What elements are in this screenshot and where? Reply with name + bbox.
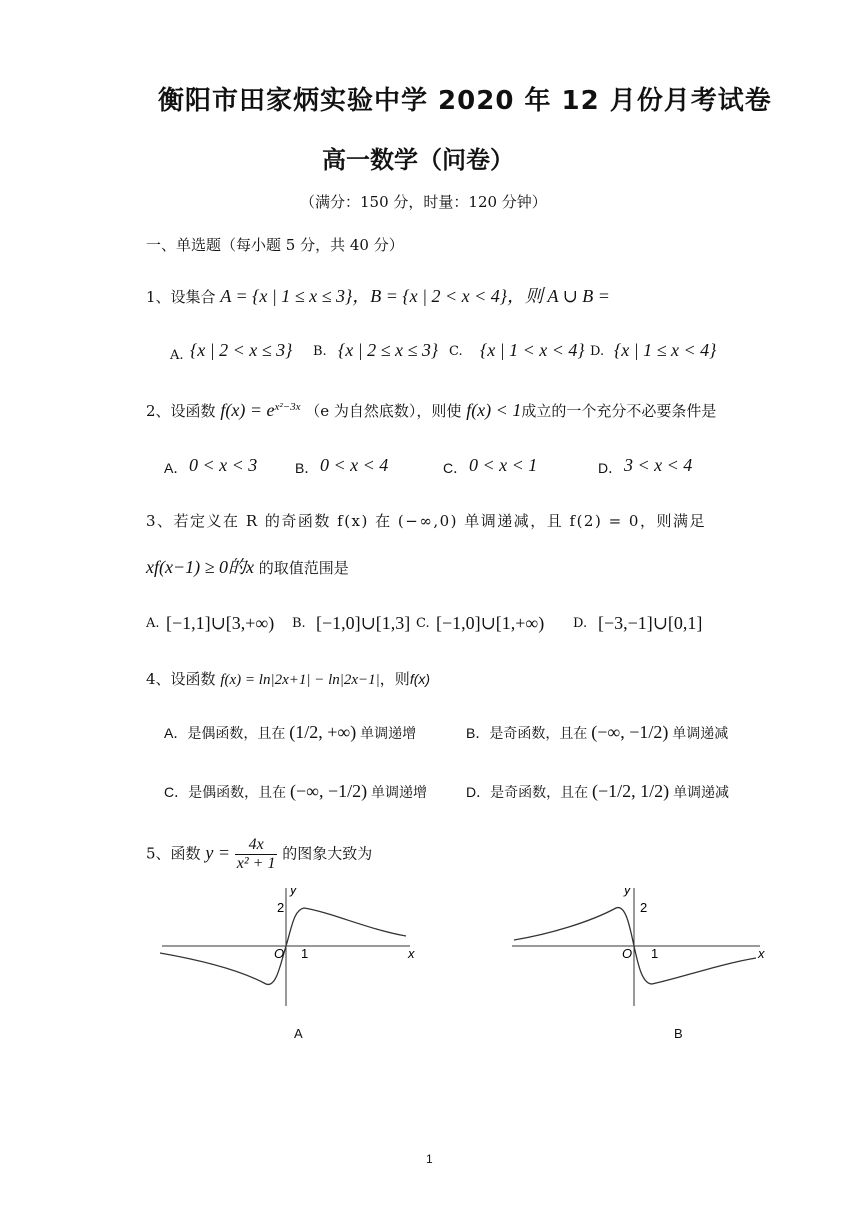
question-4-option-a (164, 722, 416, 743)
origin-label: O (274, 946, 285, 961)
option-pre: 是偶函数，且在 (187, 725, 286, 741)
y-axis-label: y (290, 888, 297, 897)
option-b-text: {x | 2 ≤ x ≤ 3} (338, 340, 439, 360)
option-interval: (−1/2, 1/2) (592, 781, 670, 801)
option-label: C． (164, 784, 189, 800)
option-post: 单调递减 (672, 725, 729, 741)
option-d: D. (590, 344, 605, 359)
question-lhs: y = (205, 842, 230, 863)
option-a: A． (164, 460, 188, 476)
question-math: xf(x−1) ≥ 0的x (146, 557, 254, 577)
y-tick-label: 2 (640, 900, 648, 915)
question-exponent: x²−3x (274, 401, 301, 413)
graph-b-caption: B (674, 1026, 683, 1041)
question-2 (146, 400, 716, 421)
option-interval: (−∞, −1/2) (591, 722, 669, 742)
option-a: A. (146, 616, 160, 631)
option-b: B． (295, 460, 319, 476)
question-stem: 函数 (170, 844, 201, 863)
question-4 (146, 668, 430, 689)
score-note: （满分：150 分，时量：120 分钟） (300, 193, 547, 211)
question-number: 2、 (146, 402, 171, 420)
option-a: A. (170, 348, 184, 363)
question-fraction (235, 836, 278, 873)
question-math: A = {x | 1 ≤ x ≤ 3}，B = {x | 2 < x < 4}，则 A ∪ B = (220, 286, 610, 306)
option-label: D． (466, 784, 491, 800)
x-axis-label: x (408, 946, 415, 961)
question-stem: 若定义在 R 的奇函数 f(x) 在 (−∞,0) 单调递减，且 f(2) = 0，则满足 (173, 512, 706, 530)
question-number: 5、 (146, 844, 171, 863)
graph-b (510, 888, 770, 1008)
option-post: 单调递增 (371, 784, 428, 800)
option-a-text: 0 < x < 3 (189, 455, 258, 475)
question-3-line2 (146, 553, 349, 579)
section-heading: 一、单选题（每小题 5 分，共 40 分） (146, 236, 404, 254)
graph-a-caption: A (294, 1026, 303, 1041)
option-c: C. (449, 344, 463, 359)
question-4-option-b (466, 722, 728, 743)
y-tick-label: 2 (277, 900, 285, 915)
option-c: C. (416, 616, 430, 631)
option-d: D． (598, 460, 623, 476)
fraction-numerator: 4x (235, 836, 278, 855)
question-stem-end: 成立的一个充分不必要条件是 (521, 402, 717, 420)
graph-a (160, 888, 420, 1008)
question-stem-end: 的取值范围是 (258, 559, 349, 577)
option-a-text: [−1,1]∪[3,+∞) (166, 613, 275, 633)
question-1 (146, 282, 610, 308)
question-stem-suffix: ，则 (379, 670, 410, 688)
question-stem: 设函数 (170, 402, 216, 420)
question-stem: 设集合 (170, 288, 216, 306)
option-b-text: [−1,0]∪[1,3] (316, 613, 411, 633)
exam-title: 衡阳市田家炳实验中学 2020 年 12 月份月考试卷 (158, 86, 772, 116)
option-post: 单调递减 (673, 784, 730, 800)
question-number: 1、 (146, 288, 171, 306)
option-interval: (1/2, +∞) (289, 722, 357, 742)
page-number: 1 (426, 1152, 433, 1166)
option-b-text: 0 < x < 4 (320, 455, 389, 475)
question-condition: f(x) < 1 (466, 400, 522, 420)
option-c-text: 0 < x < 1 (469, 455, 538, 475)
option-c: C． (443, 460, 468, 476)
x-tick-label: 1 (301, 946, 309, 961)
option-label: B． (466, 725, 490, 741)
question-3 (146, 510, 706, 531)
option-pre: 是奇函数，且在 (489, 725, 588, 741)
question-stem-suffix: （e 为自然底数），则使 (305, 402, 462, 420)
question-number: 3、 (146, 512, 174, 530)
x-axis-label: x (758, 946, 765, 961)
question-5 (146, 836, 372, 873)
x-tick-label: 1 (651, 946, 659, 961)
option-label: A． (164, 725, 188, 741)
option-b: B. (313, 344, 327, 359)
option-pre: 是奇函数，且在 (490, 784, 589, 800)
option-d: D. (573, 616, 588, 631)
origin-label: O (622, 946, 633, 961)
option-d-text: {x | 1 ≤ x < 4} (614, 340, 717, 360)
question-number: 4、 (146, 670, 171, 688)
question-func: f(x) = e (220, 400, 275, 420)
question-stem-end: 的图象大致为 (282, 844, 373, 863)
question-4-option-d (466, 781, 729, 802)
y-axis-label: y (624, 888, 631, 897)
option-b: B. (292, 616, 306, 631)
option-d-text: 3 < x < 4 (624, 455, 693, 475)
option-c-text: [−1,0]∪[1,+∞) (436, 613, 545, 633)
exam-subtitle: 高一数学（问卷） (322, 146, 514, 174)
option-post: 单调递增 (360, 725, 417, 741)
option-a-text: {x | 2 < x ≤ 3} (190, 340, 293, 360)
option-interval: (−∞, −1/2) (290, 781, 368, 801)
question-stem: 设函数 (170, 670, 216, 688)
option-c-text: {x | 1 < x < 4} (480, 340, 585, 360)
option-d-text: [−3,−1]∪[0,1] (598, 613, 703, 633)
question-math: f(x) = ln|2x+1| − ln|2x−1| (220, 672, 380, 688)
fraction-denominator: x² + 1 (236, 855, 276, 872)
question-4-option-c (164, 781, 427, 802)
question-stem-end: f(x) (409, 671, 431, 687)
option-pre: 是偶函数，且在 (188, 784, 287, 800)
